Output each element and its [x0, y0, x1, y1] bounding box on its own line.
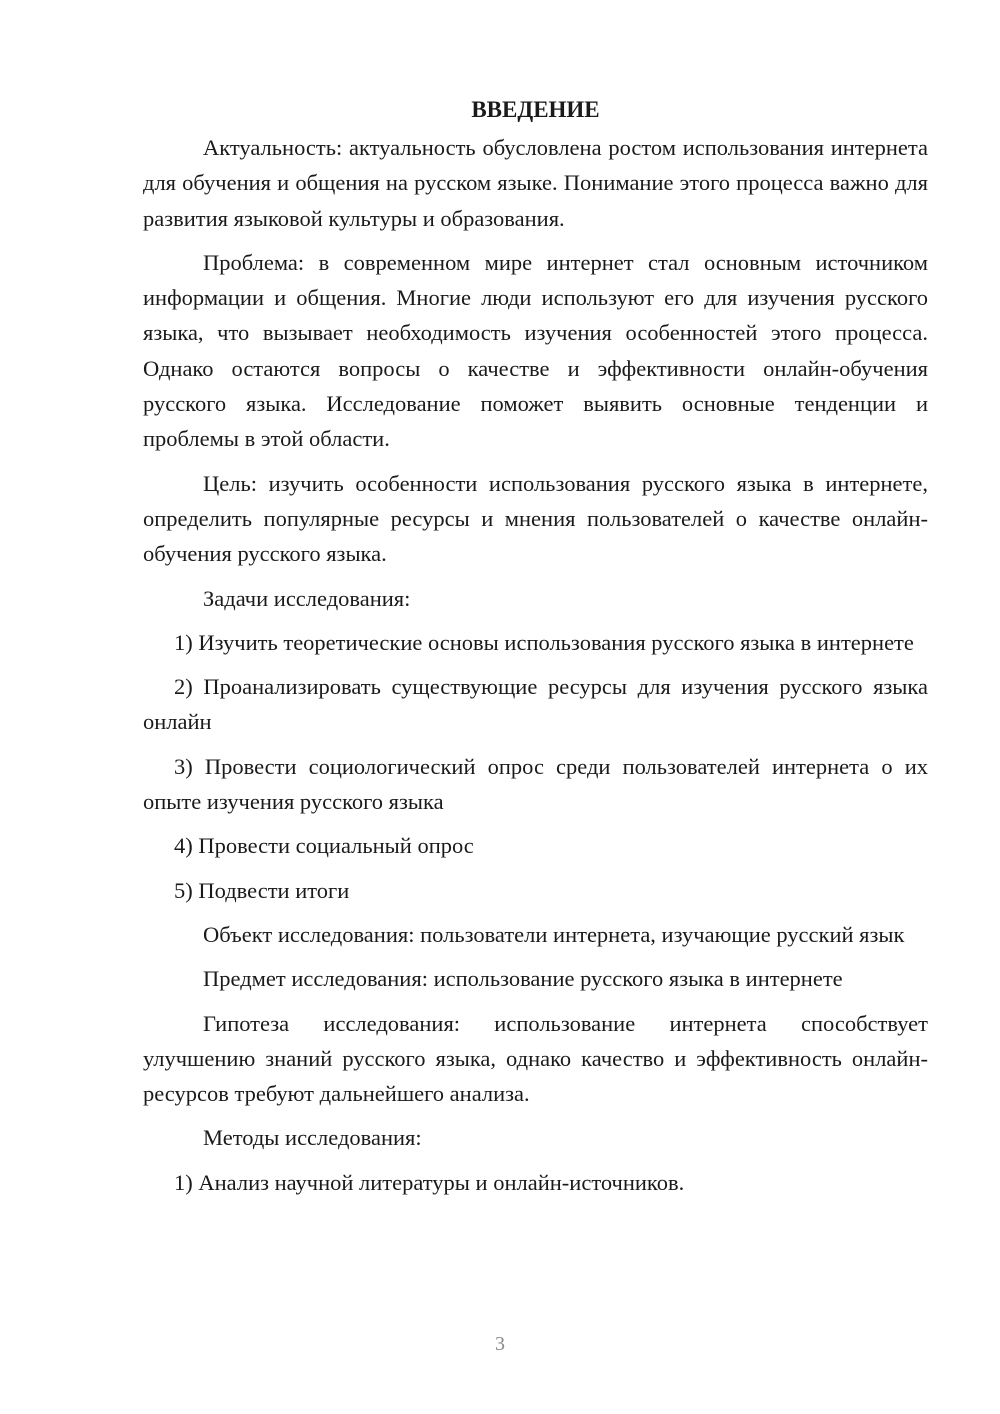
task-item-1: 1) Изучить теоретические основы использования русского языка в интернете	[174, 629, 914, 655]
document-page	[143, 92, 928, 1209]
paragraph-problem: Проблема: в современном мире интернет стал основным источником информации и общения. Многие люди используют его для изучения русского языка, что вызывает необходимость изучения особенностей этого процесса. Однако остаются вопросы о качестве и эффективности онлайн-обучения русского языка. Исследование поможет выявить основные тенденции и проблемы в этой области.	[143, 249, 928, 452]
paragraph-goal: Цель: изучить особенности использования русского языка в интернете, определить популярные ресурсы и мнения пользователей о качестве онлайн-обучения русского языка.	[143, 470, 928, 567]
method-item-1: 1) Анализ научной литературы и онлайн-источников.	[174, 1169, 685, 1195]
task-item-3: 3) Провести социологический опрос среди пользователей интернета о их опыте изучения русского языка	[143, 753, 928, 815]
section-heading: ВВЕДЕНИЕ	[471, 97, 600, 122]
paragraph-hypothesis: Гипотеза исследования: использование интернета способствует улучшению знаний русского языка, однако качество и эффективность онлайн-ресурсов требуют дальнейшего анализа.	[143, 1010, 928, 1107]
paragraph-methods-heading: Методы исследования:	[203, 1125, 422, 1151]
task-item-4: 4) Провести социальный опрос	[174, 833, 474, 859]
paragraph-subject: Предмет исследования: использование русского языка в интернете	[203, 966, 843, 992]
paragraph-tasks-heading: Задачи исследования:	[203, 585, 411, 611]
task-item-5: 5) Подвести итоги	[174, 877, 350, 903]
page-number: 3	[495, 1333, 505, 1355]
task-item-2: 2) Проанализировать существующие ресурсы для изучения русского языка онлайн	[143, 674, 928, 735]
paragraph-relevance: Актуальность: актуальность обусловлена ростом использования интернета для обучения и общения на русском языке. Понимание этого процесса важно для развития языковой культуры и образования.	[143, 135, 928, 231]
paragraph-object: Объект исследования: пользователи интернета, изучающие русский язык	[203, 921, 905, 947]
